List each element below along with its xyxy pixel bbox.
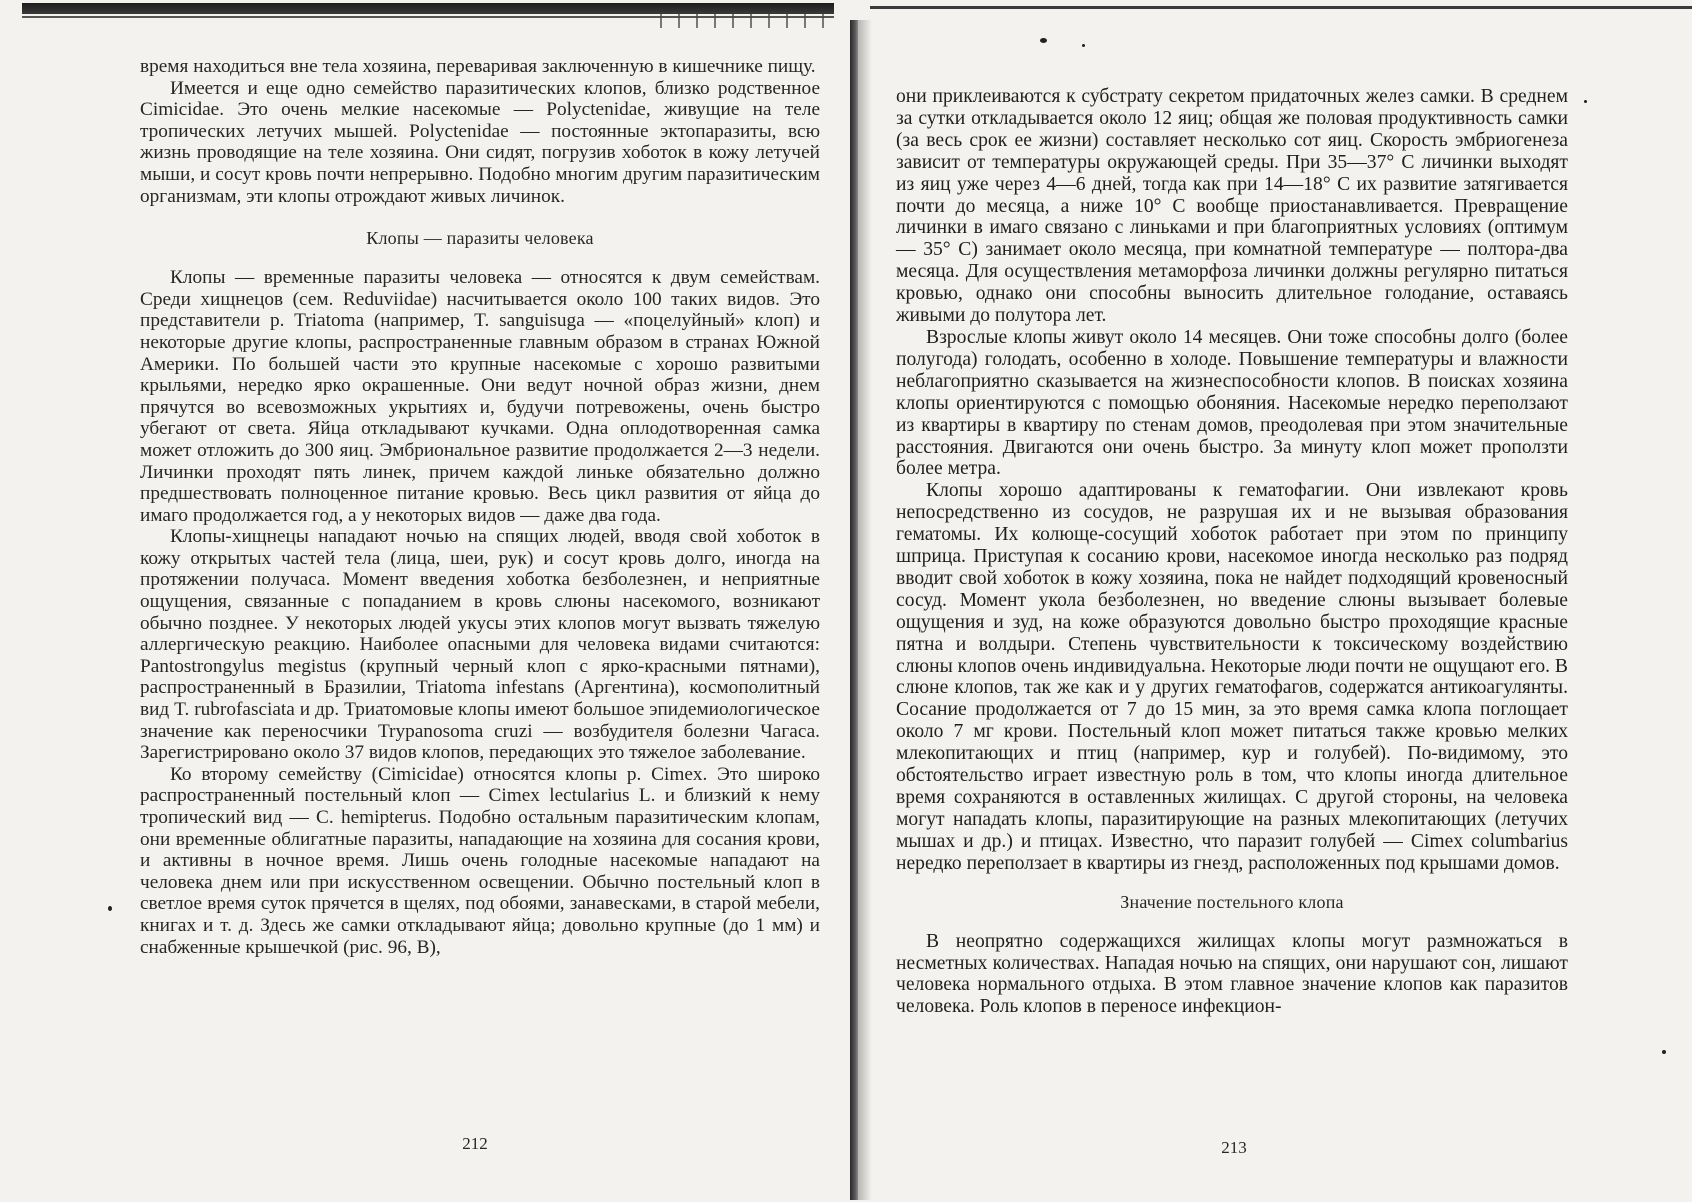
paragraph: время находиться вне тела хозяина, переваривая заключенную в кишечнике пищу. xyxy=(140,56,816,77)
section-heading: Клопы — паразиты человека xyxy=(366,228,594,249)
scan-speck xyxy=(1662,1050,1666,1054)
scan-speck xyxy=(1082,44,1085,47)
scan-speck xyxy=(108,906,112,911)
paragraph: Клопы хорошо адаптированы к гематофагии. Они извлекают кровь непосредственно из сосудов, не разрушая их и не вызывая образования гематомы. Их колюще-сосущий хоботок работает при этом по принципу шприца. Приступая к сосанию крови, насекомое иногда несколько раз подряд вводит свой хоботок в кожу хозяина, пока не найдет подходящий кровеносный сосуд. Момент укола безболезнен, но введение слюны вызывает болевые ощущения и зуд, на коже образуются довольно быстро проходящие красные пятна и волдыри. Степень чувствительности к токсическому воздействию слюны клопов очень индивидуальна. Некоторые люди почти не ощущают его. В слюне клопов, так же как и у других гематофагов, содержатся антикоагулянты. Сосание продолжается от 7 до 15 мин, за это время самка клопа поглощает около 7 мг крови. Постельный клоп может питаться также кровью мелких млекопитающих и птиц (например, кур и голубей). По-видимому, это обстоятельство играет известную роль в том, что клопы иногда длительное время сохраняются в оставленных жилищах. С другой стороны, на человека могут нападать клопы, паразитирующие на разных млекопитающих (летучих мышах и др.) и птицах. Известно, что паразит голубей — Cimex columbarius нередко переползает в квартиры из гнезд, расположенных под крышами домов. xyxy=(896,480,1568,874)
paragraph: они приклеиваются к субстрату секретом придаточных желез самки. В среднем за сутки откладывается около 12 яиц; общая же половая продуктивность самки (за весь срок ее жизни) составляет несколько сот яиц. Скорость эмбриогенеза зависит от температуры окружающей среды. При 35—37° С личинки выходят из яиц уже через 4—6 дней, тогда как при 14—18° С их развитие затягивается почти до месяца, а ниже 10° С вообще приостанавливается. Превращение личинки в имаго связано с линьками и при благоприятных условиях (оптимум — 35° С) занимает около месяца, при комнатной температуре — полтора-два месяца. Для осуществления метаморфоза личинки должны регулярно питаться кровью, однако они способны выносить длительное голодание, оставаясь живыми до полутора лет. xyxy=(896,86,1568,327)
paragraph: Клопы-хищнецы нападают ночью на спящих людей, вводя свой хоботок в кожу открытых частей тела (лица, шеи, рук) и сосут кровь долго, иногда на протяжении получаса. Момент введения хоботка безболезнен, и неприятные ощущения, связанные с попаданием в кровь слюны насекомого, возникают обычно позднее. У некоторых людей укусы этих клопов могут вызвать тяжелую аллергическую реакцию. Наиболее опасными для человека видами считаются: Pantostrongylus megistus (крупный черный клоп с ярко-красными пятнами), распространенный в Бразилии, Triatoma infestans (Аргентина), космополитный вид T. rubrofasciata и др. Триатомовые клопы имеют большое эпидемиологическое значение как переносчики Trypanosoma cruzi — возбудителя болезни Чагаса. Зарегистрировано около 37 видов клопов, передающих это тяжелое заболевание. xyxy=(140,526,820,764)
paragraph: Клопы — временные паразиты человека — относятся к двум семействам. Среди хищнецов (сем. Reduviidae) насчитывается около 100 таких видов. Это представители р. Triatoma (например, T. sanguisuga — «поцелуйный» клоп) и некоторые другие клопы, распространенные главным образом в странах Южной Америки. По большей части это крупные насекомые с хорошо развитыми крыльями, нередко ярко окрашенные. Они ведут ночной образ жизни, днем прячутся во всевозможных укрытиях и, будучи потревожены, очень быстро убегают от света. Яйца откладывают кучками. Одна оплодотворенная самка может отложить до 300 яиц. Эмбриональное развитие продолжается 2—3 недели. Личинки проходят пять линек, причем каждой линьке обязательно должно предшествовать полноценное питание кровью. Весь цикл развития от яйца до имаго продолжается год, а у некоторых видов — даже два года. xyxy=(140,267,820,526)
section-heading: Значение постельного клопа xyxy=(1120,891,1344,912)
page-number: 212 xyxy=(462,1134,488,1153)
page-number: 213 xyxy=(1221,1138,1247,1157)
scan-edge-rule-right xyxy=(870,6,1692,9)
left-page xyxy=(140,56,820,958)
scan-edge-bar xyxy=(22,3,834,14)
scan-ruler-marks xyxy=(660,14,830,28)
paragraph: Взрослые клопы живут около 14 месяцев. Они тоже способны долго (более полугода) голодать, особенно в холоде. Повышение температуры и влажности неблагоприятно сказывается на жизнеспособности клопов. В поисках хозяина клопы ориентируются с помощью обоняния. Насекомые нередко переползают из квартиры в квартиру по стенам домов, преодолевая при этом значительные расстояния. Двигаются они очень быстро. За минуту клоп может проползти более метра. xyxy=(896,326,1568,480)
paragraph: Ко второму семейству (Cimicidae) относятся клопы р. Cimex. Это широко распространенный постельный клоп — Cimex lectularius L. и близкий к нему тропический вид — C. hemipterus. Подобно остальным паразитическим клопам, они временные облигатные паразиты, нападающие на хозяина для сосания крови, и активны в ночное время. Лишь очень голодные насекомые нападают на человека днем или при искусственном освещении. Обычно постельный клоп в светлое время суток прячется в щелях, под обоями, занавесками, в старой мебели, книгах и т. д. Здесь же самки откладывают яйца; довольно крупные (до 1 мм) и снабженные крышечкой (рис. 96, B), xyxy=(140,763,820,958)
paragraph: В неопрятно содержащихся жилищах клопы могут размножаться в несметных количествах. Нападая ночью на спящих, они нарушают сон, лишают человека нормального отдыха. В этом главное значение клопов как паразитов человека. Роль клопов в переносе инфекцион- xyxy=(896,930,1568,1018)
scan-speck xyxy=(1040,38,1047,43)
paragraph: Имеется и еще одно семейство паразитических клопов, близко родственное Cimicidae. Это очень мелкие насекомые — Polyctenidae, живущие на теле тропических летучих мышей. Polyctenidae — постоянные эктопаразиты, всю жизнь проводящие на теле хозяина. Они сидят, погрузив хоботок в кожу летучей мыши, и сосут кровь почти непрерывно. Подобно многим другим паразитическим организмам, эти клопы отрождают живых личинок. xyxy=(140,77,820,207)
gutter-shadow xyxy=(858,20,872,1200)
right-page xyxy=(896,86,1568,1018)
scan-speck xyxy=(1584,100,1587,103)
book-gutter xyxy=(850,20,858,1200)
